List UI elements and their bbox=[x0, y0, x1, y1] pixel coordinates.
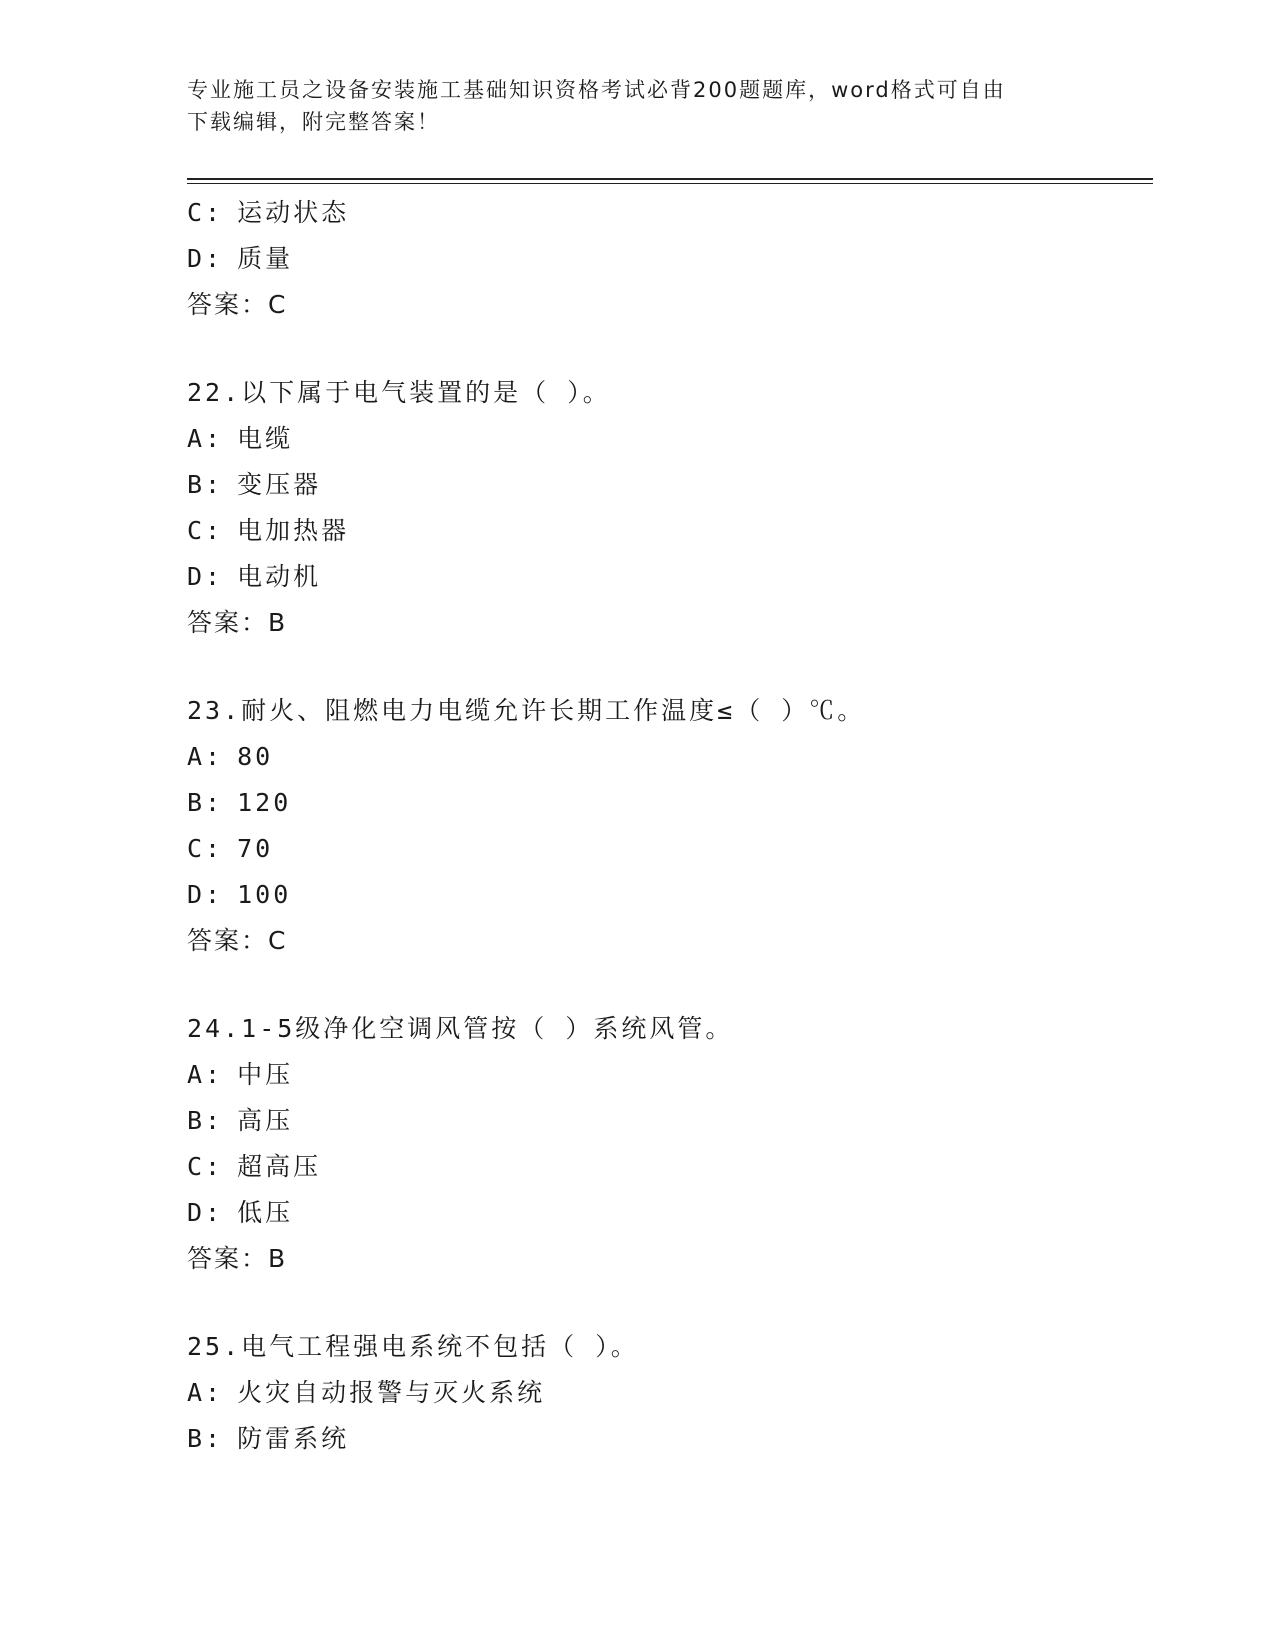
option-text: 超高压 bbox=[237, 1152, 322, 1181]
option-row bbox=[187, 1144, 1153, 1190]
option-letter: D: bbox=[187, 244, 224, 273]
option-letter: A: bbox=[187, 424, 224, 453]
option-row bbox=[187, 554, 1153, 600]
option-text: 低压 bbox=[237, 1198, 294, 1227]
option-text: 变压器 bbox=[237, 470, 322, 499]
question-25 bbox=[187, 1324, 1153, 1462]
header-divider-top bbox=[187, 178, 1153, 180]
option-row bbox=[187, 1416, 1153, 1462]
question-stem bbox=[187, 1006, 1153, 1052]
question-number: 23. bbox=[187, 696, 242, 725]
option-letter: D: bbox=[187, 880, 224, 909]
question-number: 24. bbox=[187, 1014, 242, 1043]
option-letter: C: bbox=[187, 198, 224, 227]
answer-line: 答案：C bbox=[187, 290, 288, 319]
option-row bbox=[187, 780, 1153, 826]
option-text: 运动状态 bbox=[237, 198, 350, 227]
option-row bbox=[187, 508, 1153, 554]
option-text: 中压 bbox=[237, 1060, 294, 1089]
answer-line: 答案：B bbox=[187, 608, 288, 637]
answer-line: 答案：B bbox=[187, 1244, 288, 1273]
option-letter: A: bbox=[187, 1060, 224, 1089]
option-row bbox=[187, 1190, 1153, 1236]
option-row bbox=[187, 872, 1153, 918]
option-letter: C: bbox=[187, 1152, 224, 1181]
option-letter: B: bbox=[187, 1106, 224, 1135]
title-line-2: 下载编辑，附完整答案！ bbox=[187, 110, 440, 134]
option-text: 电缆 bbox=[237, 424, 294, 453]
question-stem bbox=[187, 688, 1153, 734]
option-row bbox=[187, 462, 1153, 508]
option-letter: B: bbox=[187, 470, 224, 499]
question-text: 以下属于电气装置的是（ ）。 bbox=[241, 378, 611, 407]
question-22 bbox=[187, 370, 1153, 646]
option-letter: D: bbox=[187, 1198, 224, 1227]
option-text: 火灾自动报警与灭火系统 bbox=[237, 1378, 546, 1407]
option-row bbox=[187, 236, 1153, 282]
option-text: 100 bbox=[237, 880, 292, 909]
option-text: 高压 bbox=[237, 1106, 294, 1135]
option-text: 质量 bbox=[237, 244, 294, 273]
option-row bbox=[187, 190, 1153, 236]
option-text: 电加热器 bbox=[237, 516, 350, 545]
question-24 bbox=[187, 1006, 1153, 1282]
option-letter: D: bbox=[187, 562, 224, 591]
option-row bbox=[187, 1370, 1153, 1416]
question-stem bbox=[187, 370, 1153, 416]
option-letter: C: bbox=[187, 516, 224, 545]
question-continued bbox=[187, 190, 1153, 328]
answer-line: 答案：C bbox=[187, 926, 288, 955]
option-row bbox=[187, 1052, 1153, 1098]
option-letter: C: bbox=[187, 834, 224, 863]
option-letter: A: bbox=[187, 1378, 224, 1407]
option-text: 电动机 bbox=[237, 562, 322, 591]
question-23 bbox=[187, 688, 1153, 964]
question-text: 电气工程强电系统不包括（ ）。 bbox=[241, 1332, 639, 1361]
option-letter: B: bbox=[187, 1424, 224, 1453]
option-row bbox=[187, 416, 1153, 462]
option-row bbox=[187, 734, 1153, 780]
header-divider-bottom bbox=[187, 183, 1153, 184]
question-list bbox=[187, 190, 1153, 1462]
document-title bbox=[187, 74, 1087, 138]
question-stem bbox=[187, 1324, 1153, 1370]
question-number: 22. bbox=[187, 378, 242, 407]
option-text: 80 bbox=[237, 742, 274, 771]
question-text: 耐火、阻燃电力电缆允许长期工作温度≤（ ）℃。 bbox=[241, 696, 866, 725]
option-letter: A: bbox=[187, 742, 224, 771]
option-text: 120 bbox=[237, 788, 292, 817]
option-row bbox=[187, 1098, 1153, 1144]
question-number: 25. bbox=[187, 1332, 242, 1361]
option-text: 70 bbox=[237, 834, 274, 863]
title-line-1: 专业施工员之设备安装施工基础知识资格考试必背200题题库，word格式可自由 bbox=[187, 78, 1006, 102]
option-text: 防雷系统 bbox=[237, 1424, 350, 1453]
option-letter: B: bbox=[187, 788, 224, 817]
option-row bbox=[187, 826, 1153, 872]
question-text: 1-5级净化空调风管按（ ）系统风管。 bbox=[241, 1014, 734, 1043]
